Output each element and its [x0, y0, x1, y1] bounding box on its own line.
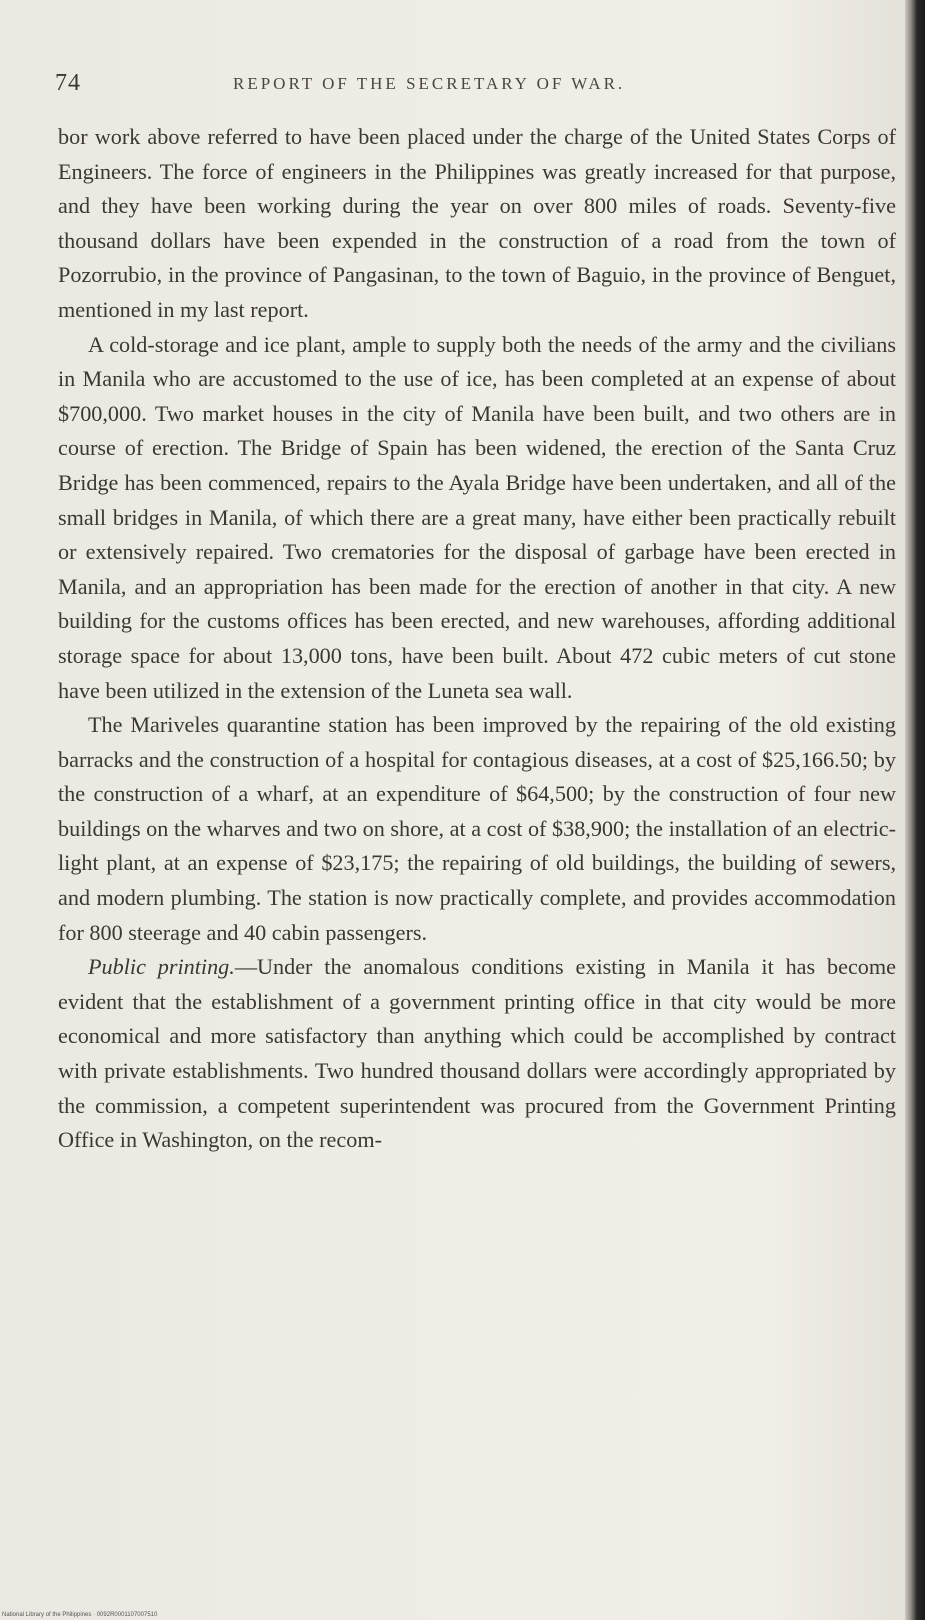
scan-credit: National Library of the Philippines · 0092R0001107007510	[2, 1612, 158, 1618]
paragraph	[58, 120, 896, 328]
paragraph	[58, 950, 896, 1158]
paragraph-text: bor work above referred to have been placed under the charge of the United States Corps of Engineers. The force of engineers in the Philippines was greatly increased for that purpose, and they have been working during the year on over 800 miles of roads. Seventy-five thousand dollars have been expended in the construction of a road from the town of Pozorrubio, in the province of Pangasinan, to the town of Baguio, in the province of Benguet, mentioned in my last report.	[58, 124, 896, 322]
paragraph	[58, 328, 896, 709]
page-header	[55, 70, 900, 110]
book-edge-shadow	[905, 0, 925, 1620]
paragraph	[58, 708, 896, 950]
page-number: 74	[55, 70, 81, 96]
running-head: REPORT OF THE SECRETARY OF WAR.	[233, 74, 626, 93]
paragraph-text: —Under the anomalous conditions existing in Manila it has become evident that the establishment of a government printing office in that city would be more economical and more satisfactory than anything which could be accomplished by contract with private establishments. Two hundred thousand dollars were accordingly appropriated by the commission, a competent superintendent was procured from the Government Printing Office in Washington, on the recom-	[58, 954, 896, 1153]
paragraph-text: The Mariveles quarantine station has been improved by the repairing of the old existing barracks and the construction of a hospital for contagious diseases, at a cost of $25,166.50; by the construction of a wharf, at an expenditure of $64,500; by the construction of four new buildings on the wharves and two on shore, at a cost of $38,900; the installation of an electric-light plant, at an expense of $23,175; the repairing of old buildings, the building of sewers, and modern plumbing. The station is now practically complete, and provides accommodation for 800 steerage and 40 cabin passengers.	[58, 712, 896, 945]
paragraph-text: A cold-storage and ice plant, ample to supply both the needs of the army and the civilians in Manila who are accustomed to the use of ice, has been completed at an expense of about $700,000. Two market houses in the city of Manila have been built, and two others are in course of erection. The Bridge of Spain has been widened, the erection of the Santa Cruz Bridge has been commenced, repairs to the Ayala Bridge have been undertaken, and all of the small bridges in Manila, of which there are a great many, have either been practically rebuilt or extensively repaired. Two crematories for the disposal of garbage have been erected in Manila, and an appropriation has been made for the erection of another in that city. A new building for the customs offices has been erected, and new warehouses, affording additional storage space for about 13,000 tons, have been built. About 472 cubic meters of cut stone have been utilized in the extension of the Luneta sea wall.	[58, 331, 896, 703]
body-text	[58, 120, 896, 1158]
section-lead: Public printing.	[88, 954, 235, 980]
